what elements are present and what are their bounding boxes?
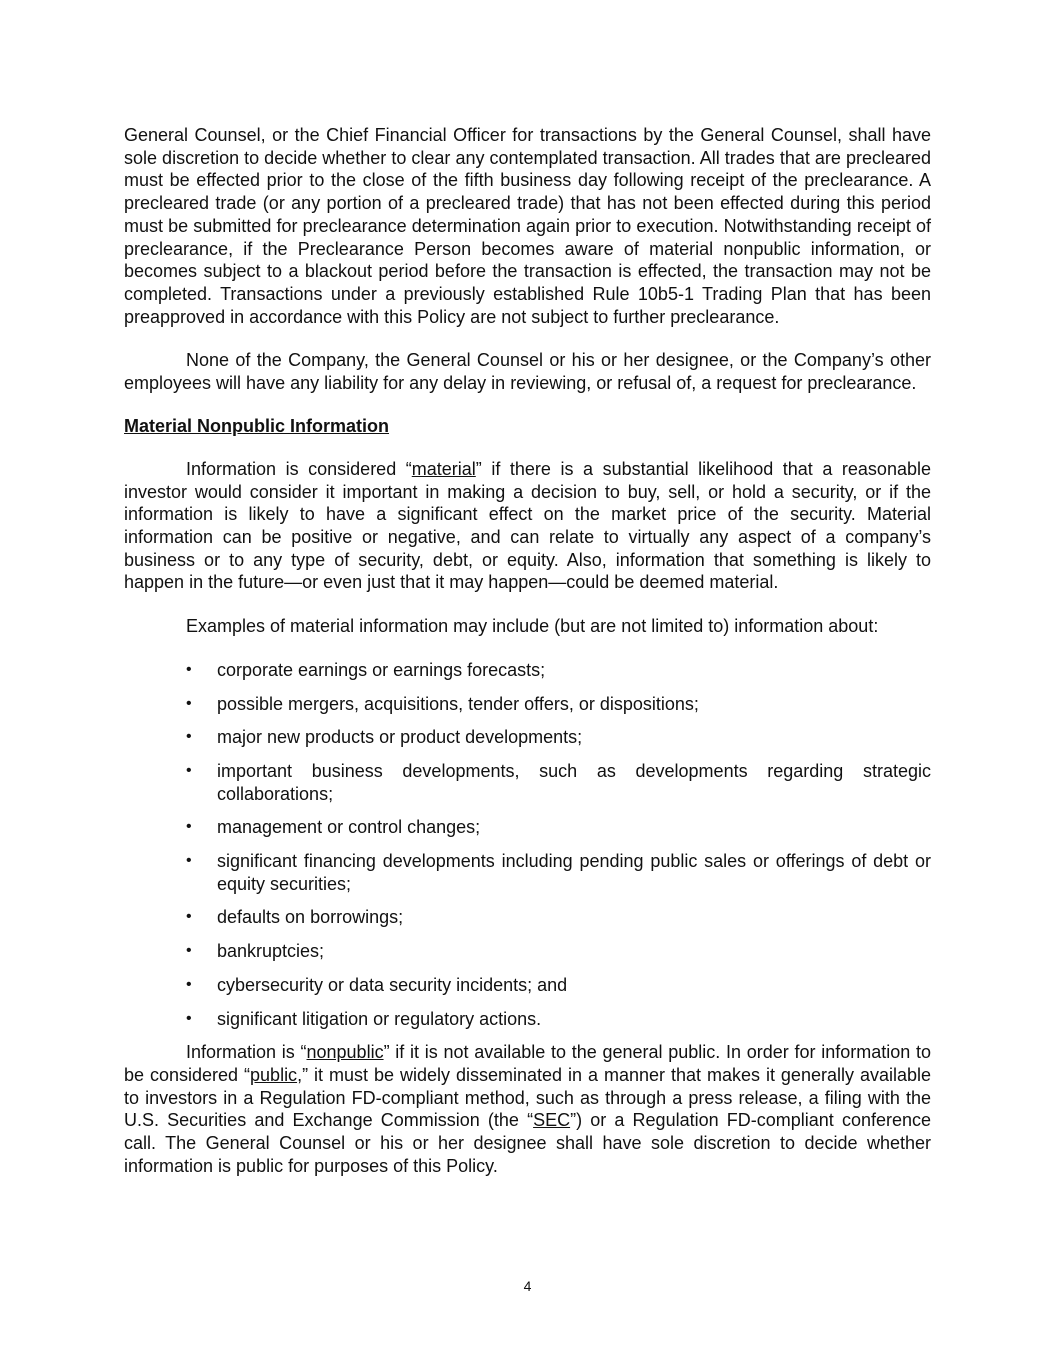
list-item xyxy=(124,906,931,929)
section-heading: Material Nonpublic Information xyxy=(124,415,390,436)
nonpublic-text-3: ,” it must be widely disseminated in a manner that makes it generally available to investors in a Regulation FD-compliant method, such as through a press release, a filing with the U.S. Securities and Exchange Commission (the “ xyxy=(124,1065,931,1131)
list-item xyxy=(124,940,931,963)
liability-paragraph: None of the Company, the General Counsel or his or her designee, or the Company’s other employees will have any liability for any delay in reviewing, or refusal of, a request for preclearance. xyxy=(124,349,931,393)
list-item-text: major new products or product developments; xyxy=(217,727,583,748)
examples-intro: Examples of material information may include (but are not limited to) information about: xyxy=(186,615,879,636)
material-definition-paragraph xyxy=(124,458,931,594)
list-item-text: corporate earnings or earnings forecasts; xyxy=(217,659,546,680)
nonpublic-term: nonpublic xyxy=(306,1042,384,1063)
bullet-icon: • xyxy=(186,975,192,993)
bullet-icon: • xyxy=(186,942,192,960)
list-item-text: significant litigation or regulatory actions. xyxy=(217,1008,542,1029)
list-item-text: important business developments, such as developments regarding strategic collaborations; xyxy=(217,760,931,804)
nonpublic-text-2: ” if it is not available to the general public. In order for information to be considered “ xyxy=(124,1042,931,1085)
page-number: 4 xyxy=(523,1278,532,1294)
bullet-icon: • xyxy=(186,818,192,836)
list-item xyxy=(124,974,931,997)
preclearance-paragraph: General Counsel, or the Chief Financial Officer for transactions by the General Counsel, shall have sole discretion to decide whether to clear any contemplated transaction. All trades that are precleared must be effected prior to the close of the fifth business day following receipt of the preclearance. A precleared trade (or any portion of a precleared trade) that has not been effected during this period must be submitted for preclearance determination again prior to execution. Notwithstanding receipt of preclearance, if the Preclearance Person becomes aware of material nonpublic information, or becomes subject to a blackout period before the transaction is effected, the transaction may not be completed. Transactions under a previously established Rule 10b5-1 Trading Plan that has been preapproved in accordance with this Policy are not subject to further preclearance. xyxy=(124,125,931,327)
nonpublic-text-4: ”) or a Regulation FD-compliant conference call. The General Counsel or his or her designee shall have sole discretion to decide whether information is public for purposes of this Policy. xyxy=(124,1110,932,1176)
bullet-icon: • xyxy=(186,908,192,926)
public-term: public xyxy=(250,1065,298,1085)
nonpublic-definition-paragraph xyxy=(124,1041,931,1177)
bullet-icon: • xyxy=(186,852,192,870)
list-item xyxy=(124,693,931,716)
bullet-icon: • xyxy=(186,660,192,678)
bullet-icon: • xyxy=(186,694,192,712)
material-text-before: Information is considered “ xyxy=(186,458,412,479)
bullet-icon: • xyxy=(186,761,192,779)
list-item-text: defaults on borrowings; xyxy=(217,907,404,928)
document-page xyxy=(124,124,931,1178)
list-item xyxy=(124,726,931,749)
list-item xyxy=(124,760,931,805)
list-item xyxy=(124,816,931,839)
bullet-icon: • xyxy=(186,728,192,746)
material-text-after: ” if there is a substantial likelihood that a reasonable investor would consider it important in making a decision to buy, sell, or hold a security, or if the information is likely to have a significant effect on the market price of the security. Material information can be positive or negative, and can relate to virtually any aspect of a company’s business or to any type of security, debt, or equity. Also, information that something is likely to happen in the future—or even just that it may happen—could be deemed material. xyxy=(124,458,931,593)
list-item xyxy=(124,1008,931,1031)
nonpublic-text-1: Information is “ xyxy=(186,1042,307,1063)
list-item-text: management or control changes; xyxy=(217,817,481,838)
examples-list xyxy=(124,659,931,1030)
list-item-text: significant financing developments including pending public sales or offerings of debt or equity securities; xyxy=(217,851,931,894)
bullet-icon: • xyxy=(186,1009,192,1027)
list-item xyxy=(124,659,931,682)
material-term: material xyxy=(411,458,476,479)
list-item-text: bankruptcies; xyxy=(217,941,325,962)
sec-term: SEC xyxy=(533,1110,571,1131)
list-item-text: cybersecurity or data security incidents; and xyxy=(217,974,568,995)
list-item xyxy=(124,850,931,895)
list-item-text: possible mergers, acquisitions, tender offers, or dispositions; xyxy=(217,693,699,714)
